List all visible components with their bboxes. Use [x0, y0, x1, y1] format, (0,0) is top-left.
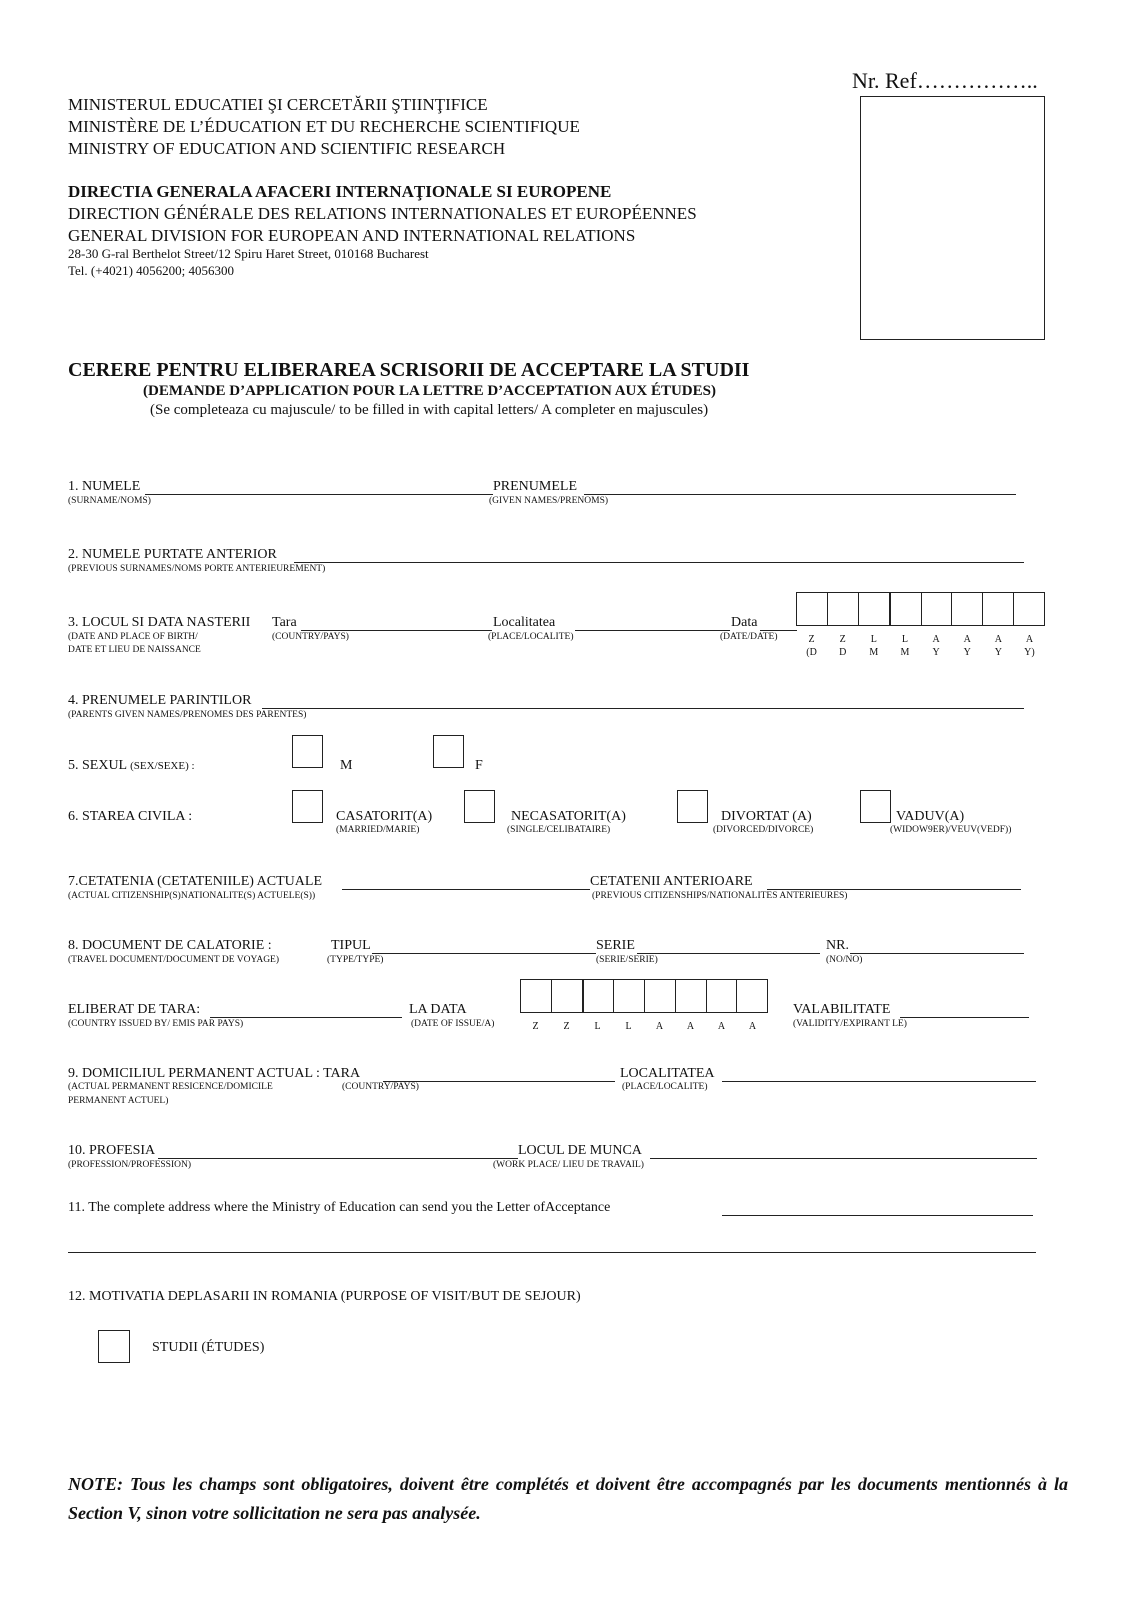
- civil-single-sublabel: (SINGLE/CELIBATAIRE): [507, 825, 611, 835]
- issuing-country-label: ELIBERAT DE TARA:: [68, 1002, 201, 1017]
- citizenship-input[interactable]: [342, 889, 590, 890]
- sex-f-checkbox[interactable]: [433, 735, 464, 768]
- birth-date-format-en-letter: M: [900, 647, 910, 658]
- issue-date-format-letter: A: [655, 1021, 664, 1032]
- document-series-label: SERIE: [596, 938, 635, 953]
- previous-surnames-sublabel: (PREVIOUS SURNAMES/NOMS PORTE ANTERIEUREMENT): [68, 564, 326, 574]
- document-series-sublabel: (SERIE/SERIE): [596, 955, 658, 965]
- birth-date-format-letter: L: [870, 634, 877, 645]
- document-number-sublabel: (NO/NO): [826, 955, 863, 965]
- birth-sublabel-2: DATE ET LIEU DE NAISSANCE: [68, 645, 201, 655]
- surname-label: 1. NUMELE: [68, 479, 141, 494]
- civil-single-label: NECASATORIT(A): [511, 809, 626, 824]
- residence-sublabel-2: PERMANENT ACTUEL): [68, 1096, 169, 1106]
- birth-date-format-letter: L: [901, 634, 908, 645]
- sex-f-label: F: [475, 758, 483, 773]
- directorate-fr: DIRECTION GÉNÉRALE DES RELATIONS INTERNATIONALES ET EUROPÉENNES: [68, 204, 697, 223]
- previous-surnames-label: 2. NUMELE PURTATE ANTERIOR: [68, 547, 277, 562]
- sex-m-checkbox[interactable]: [292, 735, 323, 768]
- birth-date-format-letter: Z: [808, 634, 815, 645]
- ministry-en: MINISTRY OF EDUCATION AND SCIENTIFIC RESEARCH: [68, 139, 506, 158]
- birth-date-format-letter: A: [1025, 634, 1034, 645]
- issuing-country-sublabel: (COUNTRY ISSUED BY/ EMIS PAR PAYS): [68, 1019, 244, 1029]
- travel-document-sublabel: (TRAVEL DOCUMENT/DOCUMENT DE VOYAGE): [68, 955, 280, 965]
- birth-place-sublabel: (PLACE/LOCALITE): [488, 632, 574, 642]
- birth-date-format-letter: A: [932, 634, 940, 645]
- previous-citizenships-input[interactable]: [767, 889, 1021, 890]
- civil-married-sublabel: (MARRIED/MARIE): [336, 825, 420, 835]
- issue-date-format-letter: Z: [563, 1021, 570, 1032]
- visit-purpose-label: 12. MOTIVATIA DEPLASARII IN ROMANIA (PURPOSE OF VISIT/BUT DE SEJOUR): [68, 1289, 581, 1304]
- birth-country-input[interactable]: [301, 630, 492, 631]
- civil-status-label: 6. STAREA CIVILA :: [68, 809, 193, 824]
- document-series-input[interactable]: [637, 953, 820, 954]
- given-names-input[interactable]: [584, 494, 1016, 495]
- previous-citizenships-sublabel: (PREVIOUS CITIZENSHIPS/NATIONALITES ANTERIEURES): [592, 891, 848, 901]
- civil-married-label: CASATORIT(A): [336, 809, 433, 824]
- ministry-ro: MINISTERUL EDUCATIEI ŞI CERCETĂRII ŞTIINŢIFICE: [68, 95, 488, 114]
- residence-place-sublabel: (PLACE/LOCALITE): [622, 1082, 708, 1092]
- birth-date-format-en: [796, 647, 1045, 658]
- birth-place-input[interactable]: [575, 630, 730, 631]
- mailing-address-label: 11. The complete address where the Ministry of Education can send you the Letter ofAcceptance: [68, 1200, 611, 1215]
- mailing-address-input-line-1[interactable]: [722, 1215, 1033, 1216]
- residence-country-sublabel: (COUNTRY/PAYS): [342, 1082, 419, 1092]
- mailing-address-input-line-2[interactable]: [68, 1252, 1036, 1253]
- given-names-label: PRENUMELE: [493, 479, 577, 494]
- document-type-input[interactable]: [372, 953, 596, 954]
- issue-date-format: [520, 1021, 768, 1032]
- profession-label: 10. PROFESIA: [68, 1143, 156, 1158]
- birth-date-format-en-letter: Y: [932, 647, 940, 658]
- birth-country-label: Tara: [272, 615, 297, 630]
- previous-surnames-input[interactable]: [294, 562, 1024, 563]
- document-number-label: NR.: [826, 938, 849, 953]
- studies-checkbox[interactable]: [98, 1330, 130, 1363]
- sex-label-text: 5. SEXUL: [68, 758, 127, 773]
- document-type-label: TIPUL: [331, 938, 371, 953]
- issue-date-format-letter: L: [625, 1021, 632, 1032]
- form-instruction: (Se completeaza cu majuscule/ to be filled in with capital letters/ A completer en majuscules): [150, 402, 709, 418]
- surname-sublabel: (SURNAME/NOMS): [68, 496, 151, 506]
- address: 28-30 G-ral Berthelot Street/12 Spiru Haret Street, 010168 Bucharest: [68, 246, 429, 261]
- workplace-sublabel: (WORK PLACE/ LIEU DE TRAVAIL): [493, 1160, 644, 1170]
- studies-label: STUDII (ÉTUDES): [152, 1340, 265, 1355]
- birth-date-sublabel: (DATE/DATE): [720, 632, 778, 642]
- civil-divorced-checkbox[interactable]: [677, 790, 708, 823]
- issue-date-format-letter: L: [594, 1021, 601, 1032]
- issue-date-format-letter: A: [748, 1021, 757, 1032]
- birth-sublabel-1: (DATE AND PLACE OF BIRTH/: [68, 632, 198, 642]
- citizenship-sublabel: (ACTUAL CITIZENSHIP(S)NATIONALITE(S) ACTUELE(S)): [68, 891, 316, 901]
- issue-date-format-letter: Z: [532, 1021, 539, 1032]
- civil-married-checkbox[interactable]: [292, 790, 323, 823]
- birth-country-sublabel: (COUNTRY/PAYS): [272, 632, 349, 642]
- document-type-sublabel: (TYPE/TYPE): [327, 955, 384, 965]
- birth-date-format-en-letter: Y: [994, 647, 1002, 658]
- document-number-input[interactable]: [850, 953, 1024, 954]
- birth-label: 3. LOCUL SI DATA NASTERII: [68, 615, 251, 630]
- form-title: CERERE PENTRU ELIBERAREA SCRISORII DE ACCEPTARE LA STUDII: [68, 359, 750, 381]
- civil-widowed-sublabel: (WIDOW9ER)/VEUV(VEDF)): [890, 825, 1012, 835]
- birth-date-label: Data: [731, 615, 758, 630]
- birth-date-format-letter: A: [963, 634, 971, 645]
- given-names-sublabel: (GIVEN NAMES/PRENOMS): [489, 496, 609, 506]
- birth-date-format-en-letter: Y): [1024, 647, 1035, 658]
- issuing-country-input[interactable]: [210, 1017, 402, 1018]
- birth-date-format-en-letter: (D: [806, 647, 817, 658]
- telephone: Tel. (+4021) 4056200; 4056300: [68, 263, 235, 278]
- birth-date-format: [796, 634, 1045, 645]
- birth-date-format-en-letter: M: [869, 647, 879, 658]
- profession-sublabel: (PROFESSION/PROFESSION): [68, 1160, 192, 1170]
- civil-single-checkbox[interactable]: [464, 790, 495, 823]
- residence-place-label: LOCALITATEA: [620, 1066, 715, 1081]
- birth-date-cells[interactable]: [796, 592, 1045, 626]
- workplace-label: LOCUL DE MUNCA: [518, 1143, 642, 1158]
- residence-label: 9. DOMICILIUL PERMANENT ACTUAL : TARA: [68, 1066, 361, 1081]
- issue-date-label: LA DATA: [409, 1002, 467, 1017]
- civil-divorced-sublabel: (DIVORCED/DIVORCE): [713, 825, 814, 835]
- sex-label-small: (SEX/SEXE) :: [130, 760, 195, 772]
- parents-sublabel: (PARENTS GIVEN NAMES/PRENOMES DES PARENTES): [68, 710, 307, 720]
- civil-widowed-label: VADUV(A): [896, 809, 965, 824]
- issue-date-format-letter: A: [717, 1021, 726, 1032]
- photo-box[interactable]: [860, 96, 1045, 340]
- issue-date-format-letter: A: [686, 1021, 695, 1032]
- directorate-ro: DIRECTIA GENERALA AFACERI INTERNAŢIONALE SI EUROPENE: [68, 182, 612, 201]
- travel-document-label: 8. DOCUMENT DE CALATORIE :: [68, 938, 272, 953]
- civil-divorced-label: DIVORTAT (A): [721, 809, 812, 824]
- profession-input[interactable]: [158, 1158, 518, 1159]
- validity-input[interactable]: [900, 1017, 1029, 1018]
- validity-sublabel: (VALIDITY/EXPIRANT LE): [793, 1019, 907, 1029]
- reference-number: Nr. Ref……………..: [852, 68, 1038, 93]
- surname-input[interactable]: [145, 494, 493, 495]
- birth-date-format-en-letter: D: [839, 647, 847, 658]
- parents-label: 4. PRENUMELE PARINTILOR: [68, 693, 252, 708]
- workplace-input[interactable]: [650, 1158, 1037, 1159]
- parents-input[interactable]: [262, 708, 1024, 709]
- directorate-en: GENERAL DIVISION FOR EUROPEAN AND INTERNATIONAL RELATIONS: [68, 226, 636, 245]
- residence-place-input[interactable]: [722, 1081, 1036, 1082]
- previous-citizenships-label: CETATENII ANTERIOARE: [590, 874, 753, 889]
- issue-date-sublabel: (DATE OF ISSUE/A): [411, 1019, 495, 1029]
- validity-label: VALABILITATE: [793, 1002, 891, 1017]
- birth-date-underline: [760, 630, 797, 631]
- ministry-fr: MINISTÈRE DE L’ÉDUCATION ET DU RECHERCHE SCIENTIFIQUE: [68, 117, 580, 136]
- birth-place-label: Localitatea: [493, 615, 556, 630]
- sex-label: [68, 759, 195, 773]
- form-subtitle: (DEMANDE D’APPLICATION POUR LA LETTRE D’ACCEPTATION AUX ÉTUDES): [143, 383, 716, 399]
- birth-date-format-letter: A: [994, 634, 1002, 645]
- civil-widowed-checkbox[interactable]: [860, 790, 891, 823]
- issue-date-cells[interactable]: [520, 979, 768, 1013]
- birth-date-format-en-letter: Y: [963, 647, 971, 658]
- birth-date-format-letter: Z: [839, 634, 846, 645]
- sex-m-label: M: [340, 758, 353, 773]
- note-text: NOTE: Tous les champs sont obligatoires, doivent être complétés et doivent être accompagnés par les documents mentionnés à la Section V, sinon votre sollicitation ne sera pas analysée.: [68, 1474, 1068, 1523]
- citizenship-label: 7.CETATENIA (CETATENIILE) ACTUALE: [68, 874, 322, 889]
- residence-sublabel-1: (ACTUAL PERMANENT RESICENCE/DOMICILE: [68, 1082, 273, 1092]
